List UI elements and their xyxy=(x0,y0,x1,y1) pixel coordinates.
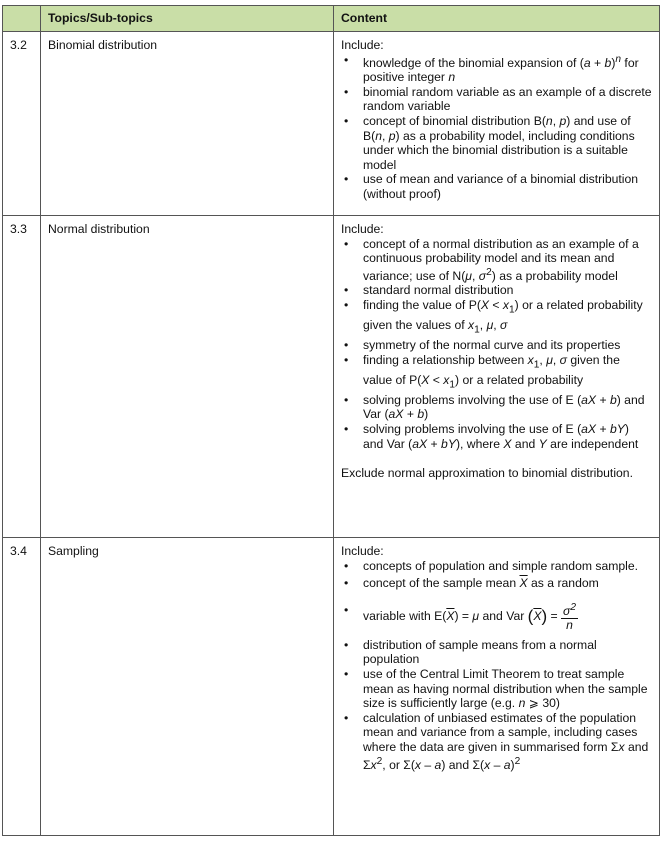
list-item: • use of mean and variance of a binomial distribution (without proof) xyxy=(341,172,652,201)
list-item: • calculation of unbiased estimates of the population mean and variance from a sample, including cases where the data are given in summarised form Σx and $\Sigma x^2$, or Σ(x – a) and Σ(x – a)$^2$ xyxy=(341,711,652,772)
table-row xyxy=(3,538,660,836)
header-content: Content xyxy=(334,6,660,32)
row-number: 3.4 xyxy=(3,538,41,836)
row-content xyxy=(334,538,660,836)
row-topic: Binomial distribution xyxy=(41,32,334,216)
row-number: 3.2 xyxy=(3,32,41,216)
list-item: • concepts of population and simple random sample. xyxy=(341,559,652,574)
list-item: • solving problems involving the use of E (aX + b) and Var (aX + b) xyxy=(341,393,652,422)
variance-fraction: $\frac{\sigma^2}{n}$ xyxy=(563,601,577,632)
content-list xyxy=(341,53,652,202)
row-content xyxy=(334,32,660,216)
table-row xyxy=(3,32,660,216)
formula-item: • variable with $E(\overline{X}) = \mu$ and Var $(\overline{X})$ = $\frac{\sigma^2}{n}$ xyxy=(341,601,652,632)
list-item: • concept of binomial distribution B(n, p) and use of B(n, p) as a probability model, including conditions under which the binomial distribution is a suitable model xyxy=(341,114,652,172)
table-header-row xyxy=(3,6,660,32)
list-item: • finding a relationship between $x_1$, μ, σ given the value of $P(X < x_1)$ or a related probability xyxy=(341,353,652,393)
content-list xyxy=(341,237,652,452)
row-topic: Normal distribution xyxy=(41,216,334,538)
list-item: • use of the Central Limit Theorem to treat sample mean as having normal distribution when the sample size is sufficiently large (e.g. n ⩾ 30) xyxy=(341,667,652,711)
list-item: • symmetry of the normal curve and its properties xyxy=(341,338,652,353)
list-item: • distribution of sample means from a normal population xyxy=(341,638,652,667)
content-list xyxy=(341,559,652,773)
header-number xyxy=(3,6,41,32)
row-number: 3.3 xyxy=(3,216,41,538)
include-label: Include: xyxy=(341,38,384,52)
list-item: • concept of a normal distribution as an example of a continuous probability model and its mean and variance; use of N(μ, $\sigma^2$) as a probability model xyxy=(341,237,652,284)
include-label: Include: xyxy=(341,222,384,236)
list-item: • solving problems involving the use of E (aX + bY) and Var (aX + bY), where X and Y are independent xyxy=(341,422,652,451)
table-row xyxy=(3,216,660,538)
row-topic: Sampling xyxy=(41,538,334,836)
list-item: • finding the value of $P(X < x_1)$ or a related probability given the values of $x_1$, μ, σ xyxy=(341,298,652,338)
list-item: • knowledge of the binomial expansion of $(a + b)^n$ for positive integer n xyxy=(341,53,652,85)
list-item: • concept of the sample mean $\overline{X}$ as a random xyxy=(341,576,652,591)
row-content xyxy=(334,216,660,538)
header-topics: Topics/Sub-topics xyxy=(41,6,334,32)
exclude-note: Exclude normal approximation to binomial distribution. xyxy=(341,466,633,481)
list-item: • standard normal distribution xyxy=(341,283,652,298)
list-item: • binomial random variable as an example of a discrete random variable xyxy=(341,85,652,114)
include-label: Include: xyxy=(341,544,384,558)
syllabus-table xyxy=(2,5,660,836)
